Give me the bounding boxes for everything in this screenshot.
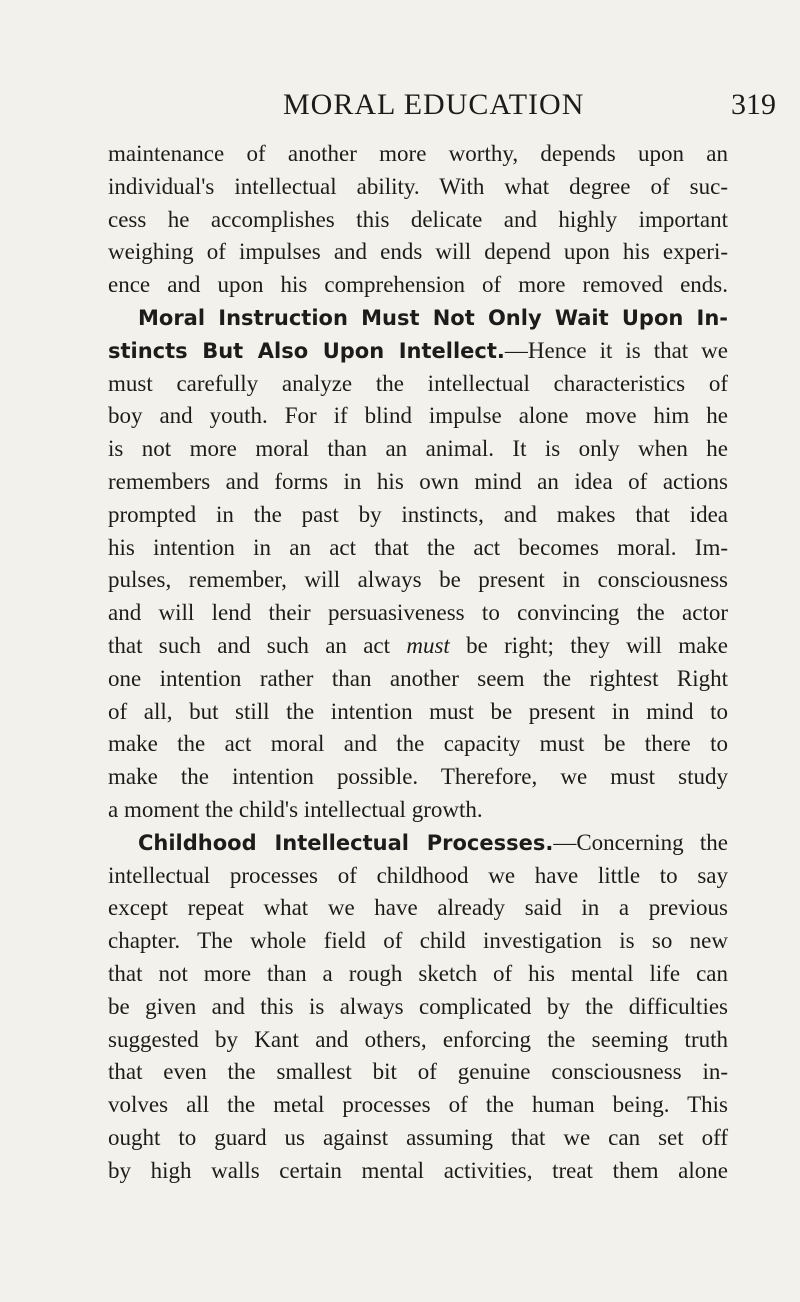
section-heading-text: Moral Instruction Must Not Only Wait Upon In-	[138, 305, 728, 330]
text-line: volves all the metal processes of the human being. This	[108, 1092, 728, 1118]
body-text	[108, 138, 728, 1188]
text-line: of all, but still the intention must be present in mind to	[108, 698, 728, 724]
text-line: intellectual processes of childhood we have little to say	[108, 862, 728, 888]
text-line: is not more moral than an animal. It is only when he	[108, 436, 728, 462]
emphasis-must: must	[406, 632, 450, 658]
text-line: suggested by Kant and others, enforcing the seeming truth	[108, 1026, 728, 1052]
section-heading-moral-instruction	[108, 302, 728, 335]
text-line: that not more than a rough sketch of his mental life can	[108, 960, 728, 986]
section-heading-text: Childhood Intellectual Processes.	[138, 830, 554, 855]
text-run: —Hence it is that we	[504, 337, 728, 363]
text-run: that such and such an act	[108, 632, 407, 658]
text-line: except repeat what we have already said in a previous	[108, 895, 728, 921]
page-header	[0, 88, 800, 128]
text-line: pulses, remember, will always be present in consciousness	[108, 567, 728, 593]
text-line: ence and upon his comprehension of more removed ends.	[108, 272, 728, 298]
text-line: and will lend their persuasiveness to convincing the actor	[108, 600, 728, 626]
text-line: remembers and forms in his own mind an idea of actions	[108, 468, 728, 494]
text-run: be right; they will make	[449, 632, 728, 658]
text-line: boy and youth. For if blind impulse alone move him he	[108, 403, 728, 429]
text-line: a moment the child's intellectual growth.	[108, 796, 483, 822]
text-line: make the act moral and the capacity must be there to	[108, 731, 728, 757]
text-line: individual's intellectual ability. With what degree of suc-	[108, 173, 728, 199]
text-line: weighing of impulses and ends will depend upon his experi-	[108, 239, 728, 265]
page-number: 319	[731, 88, 776, 121]
text-line: must carefully analyze the intellectual characteristics of	[108, 370, 728, 396]
section-heading-text: stincts But Also Upon Intellect.	[108, 338, 505, 363]
text-line: cess he accomplishes this delicate and highly important	[108, 206, 728, 232]
text-line: maintenance of another more worthy, depends upon an	[108, 141, 728, 166]
text-line: chapter. The whole field of child investigation is so new	[108, 928, 728, 954]
text-line: by high walls certain mental activities, treat them alone	[108, 1157, 728, 1183]
text-line: one intention rather than another seem the rightest Right	[108, 665, 728, 691]
text-run: —Concerning the	[553, 829, 729, 855]
text-line: make the intention possible. Therefore, we must study	[108, 764, 728, 790]
text-line: ought to guard us against assuming that we can set off	[108, 1124, 728, 1150]
text-line: be given and this is always complicated by the difficulties	[108, 993, 728, 1019]
text-line: his intention in an act that the act becomes moral. Im-	[108, 534, 728, 560]
text-line: that even the smallest bit of genuine consciousness in-	[108, 1059, 728, 1085]
text-line	[108, 630, 728, 663]
text-line	[108, 335, 728, 368]
running-head: MORAL EDUCATION	[283, 88, 585, 121]
text-line: prompted in the past by instincts, and makes that idea	[108, 501, 728, 527]
section-heading-childhood-processes	[108, 827, 728, 860]
